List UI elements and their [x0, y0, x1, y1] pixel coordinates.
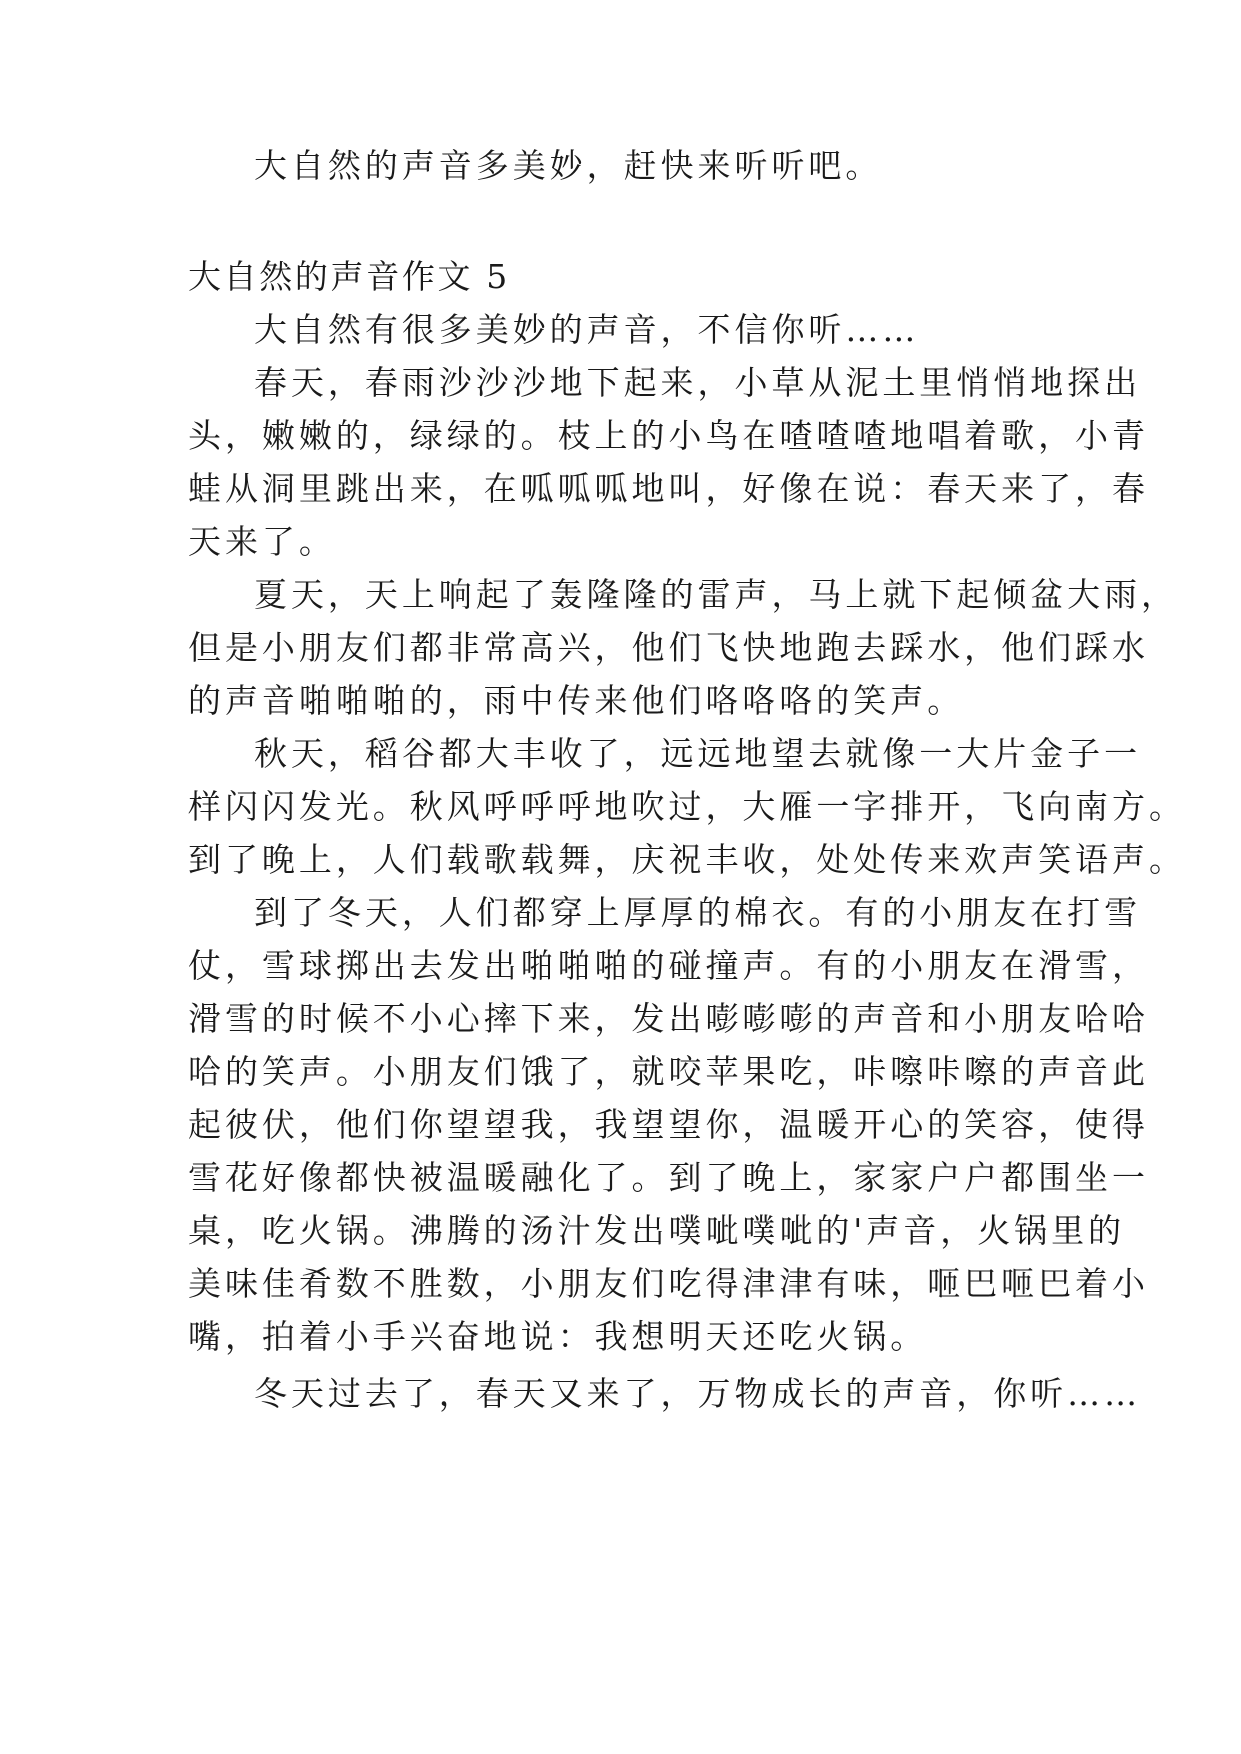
paragraph-line: 头，嫩嫩的，绿绿的。枝上的小鸟在喳喳喳地唱着歌，小青 — [188, 416, 1149, 455]
paragraph-line: 冬天过去了，春天又来了，万物成长的声音，你听…… — [254, 1374, 1142, 1413]
paragraph-line: 雪花好像都快被温暖融化了。到了晚上，家家户户都围坐一 — [188, 1158, 1149, 1197]
paragraph-line: 样闪闪发光。秋风呼呼呼地吹过，大雁一字排开，飞向南方。 — [188, 787, 1186, 826]
section-heading: 大自然的声音作文 5 — [188, 257, 510, 296]
paragraph-line: 滑雪的时候不小心摔下来，发出嘭嘭嘭的声音和小朋友哈哈 — [188, 999, 1149, 1038]
paragraph-line: 大自然的声音多美妙，赶快来听听吧。 — [254, 146, 883, 185]
paragraph-line: 嘴，拍着小手兴奋地说：我想明天还吃火锅。 — [188, 1317, 928, 1356]
paragraph-line: 夏天，天上响起了轰隆隆的雷声，马上就下起倾盆大雨， — [254, 575, 1178, 614]
paragraph-line: 蛙从洞里跳出来，在呱呱呱地叫，好像在说：春天来了，春 — [188, 469, 1149, 508]
paragraph-line: 天来了。 — [188, 522, 336, 561]
paragraph-line: 到了晚上，人们载歌载舞，庆祝丰收，处处传来欢声笑语声。 — [188, 840, 1186, 879]
paragraph-line: 的声音啪啪啪的，雨中传来他们咯咯咯的笑声。 — [188, 681, 965, 720]
paragraph-line: 起彼伏，他们你望望我，我望望你，温暖开心的笑容，使得 — [188, 1105, 1149, 1144]
paragraph-line: 大自然有很多美妙的声音，不信你听…… — [254, 310, 920, 349]
paragraph-line: 春天，春雨沙沙沙地下起来，小草从泥土里悄悄地探出 — [254, 363, 1142, 402]
paragraph-line: 哈的笑声。小朋友们饿了，就咬苹果吃，咔嚓咔嚓的声音此 — [188, 1052, 1149, 1091]
paragraph-line: 秋天，稻谷都大丰收了，远远地望去就像一大片金子一 — [254, 734, 1142, 773]
paragraph-line: 但是小朋友们都非常高兴，他们飞快地跑去踩水，他们踩水 — [188, 628, 1149, 667]
paragraph-line: 仗，雪球掷出去发出啪啪啪的碰撞声。有的小朋友在滑雪， — [188, 946, 1149, 985]
paragraph-line: 到了冬天，人们都穿上厚厚的棉衣。有的小朋友在打雪 — [254, 893, 1142, 932]
paragraph-line: 美味佳肴数不胜数，小朋友们吃得津津有味，咂巴咂巴着小 — [188, 1264, 1149, 1303]
paragraph-line: 桌，吃火锅。沸腾的汤汁发出噗呲噗呲的'声音，火锅里的 — [188, 1211, 1126, 1250]
